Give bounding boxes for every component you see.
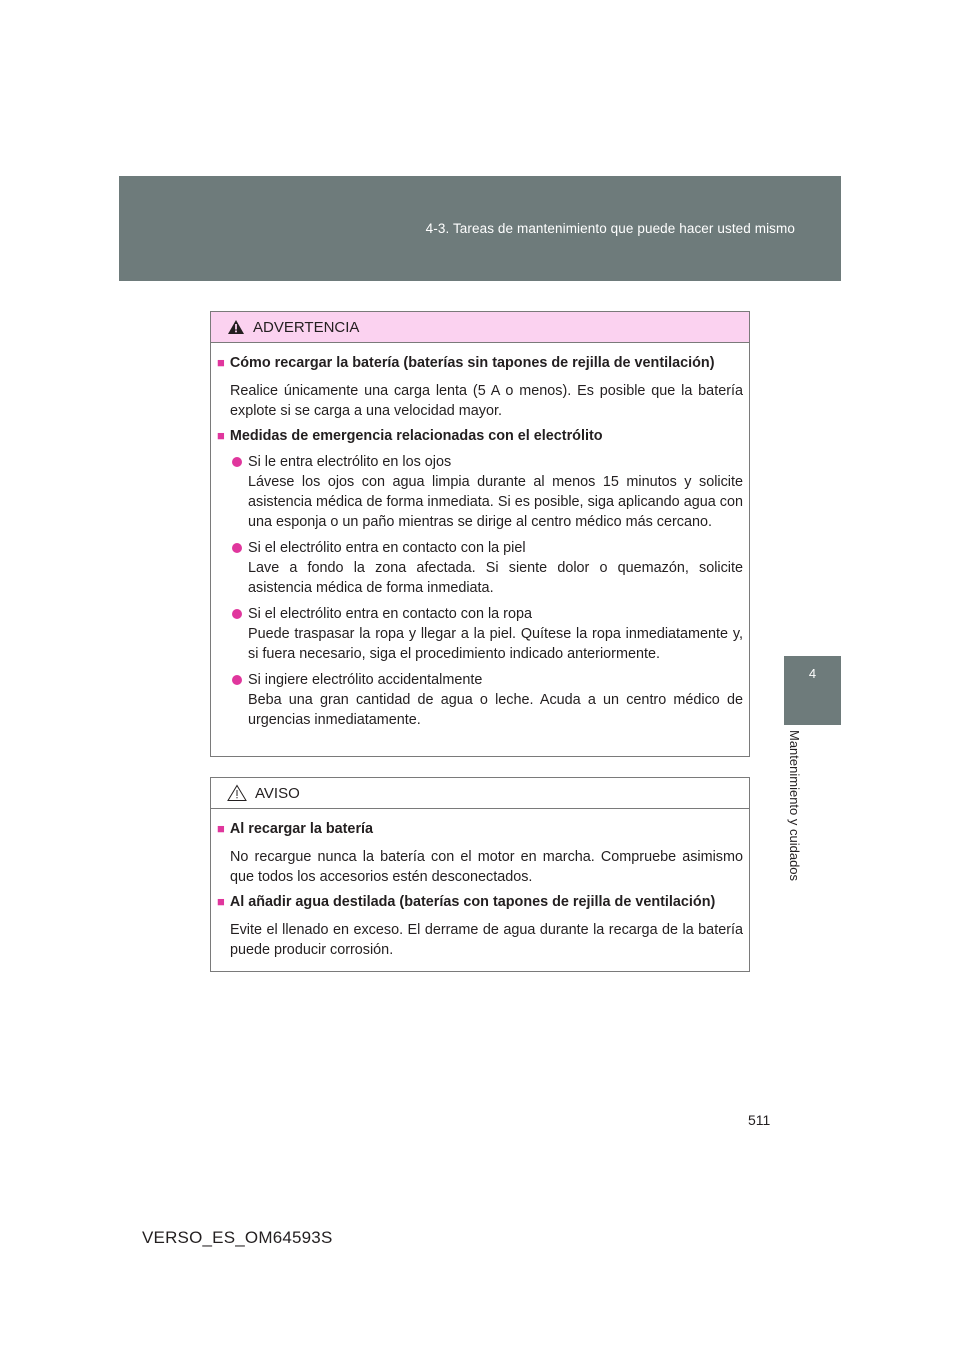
section-heading-text: Medidas de emergencia relacionadas con el electrólito [229, 428, 603, 444]
notice-title: AVISO [255, 784, 300, 802]
paragraph: Realice únicamente una carga lenta (5 A o menos). Es posible que la batería explote si se carga a una velocidad mayor. [230, 383, 743, 419]
list-item-text: Beba una gran cantidad de agua o leche. Acuda a un centro médico de urgencias inmediatamente. [248, 692, 743, 728]
square-bullet-icon: ■ [217, 894, 225, 909]
page-number: 511 [748, 1112, 771, 1128]
section-heading-text: Al añadir agua destilada (baterías con tapones de rejilla de ventilación) [229, 894, 716, 910]
paragraph: No recargue nunca la batería con el motor en marcha. Compruebe asimismo que todos los accesorios estén desconectados. [230, 849, 743, 885]
square-bullet-icon: ■ [217, 428, 225, 443]
document-code: VERSO_ES_OM64593S [142, 1228, 333, 1247]
chapter-label: Mantenimiento y cuidados [787, 730, 802, 882]
warning-box [210, 311, 750, 757]
notice-header [211, 778, 749, 809]
warning-header [211, 312, 749, 343]
notice-box [210, 777, 750, 972]
list-item-title: Si le entra electrólito en los ojos [248, 454, 452, 470]
paragraph: Evite el llenado en exceso. El derrame de agua durante la recarga de la batería puede producir corrosión. [230, 922, 743, 958]
circle-bullet-icon [232, 675, 242, 685]
section-title: 4-3. Tareas de mantenimiento que puede hacer usted mismo [425, 221, 795, 236]
list-item-title: Si el electrólito entra en contacto con la ropa [248, 606, 532, 622]
warning-title: ADVERTENCIA [253, 318, 360, 336]
circle-bullet-icon [232, 609, 242, 619]
list-item-text: Puede traspasar la ropa y llegar a la piel. Quítese la ropa inmediatamente y, si fuera necesario, siga el procedimiento indicado anteriormente. [248, 626, 743, 662]
section-heading [217, 353, 743, 373]
list-item [230, 538, 743, 598]
section-heading-text: Cómo recargar la batería (baterías sin tapones de rejilla de ventilación) [229, 355, 715, 371]
list-item-text: Lávese los ojos con agua limpia durante al menos 15 minutos y solicite asistencia médica de forma inmediata. Si es posible, siga aplicando agua con una esponja o un paño mientras se dirige al centro médico más cercano. [248, 474, 743, 530]
circle-bullet-icon [232, 543, 242, 553]
list-item-title: Si el electrólito entra en contacto con la piel [248, 540, 526, 556]
list-item [230, 604, 743, 664]
circle-bullet-icon [232, 457, 242, 467]
section-heading [217, 892, 743, 912]
chapter-number: 4 [808, 666, 817, 681]
square-bullet-icon: ■ [217, 821, 225, 836]
list-item [230, 670, 743, 730]
list-item [230, 452, 743, 532]
section-heading [217, 426, 743, 446]
header-band [119, 176, 841, 281]
warning-triangle-icon [227, 319, 245, 335]
section-heading-text: Al recargar la batería [229, 821, 374, 837]
chapter-label-container [784, 730, 808, 905]
chapter-tab [784, 656, 841, 725]
caution-triangle-outline-icon [227, 784, 247, 802]
square-bullet-icon: ■ [217, 355, 225, 370]
list-item-text: Lave a fondo la zona afectada. Si siente dolor o quemazón, solicite asistencia médica de forma inmediata. [248, 560, 743, 596]
warning-body [211, 343, 749, 730]
notice-body [211, 809, 749, 960]
list-item-title: Si ingiere electrólito accidentalmente [248, 672, 483, 688]
section-heading [217, 819, 743, 839]
